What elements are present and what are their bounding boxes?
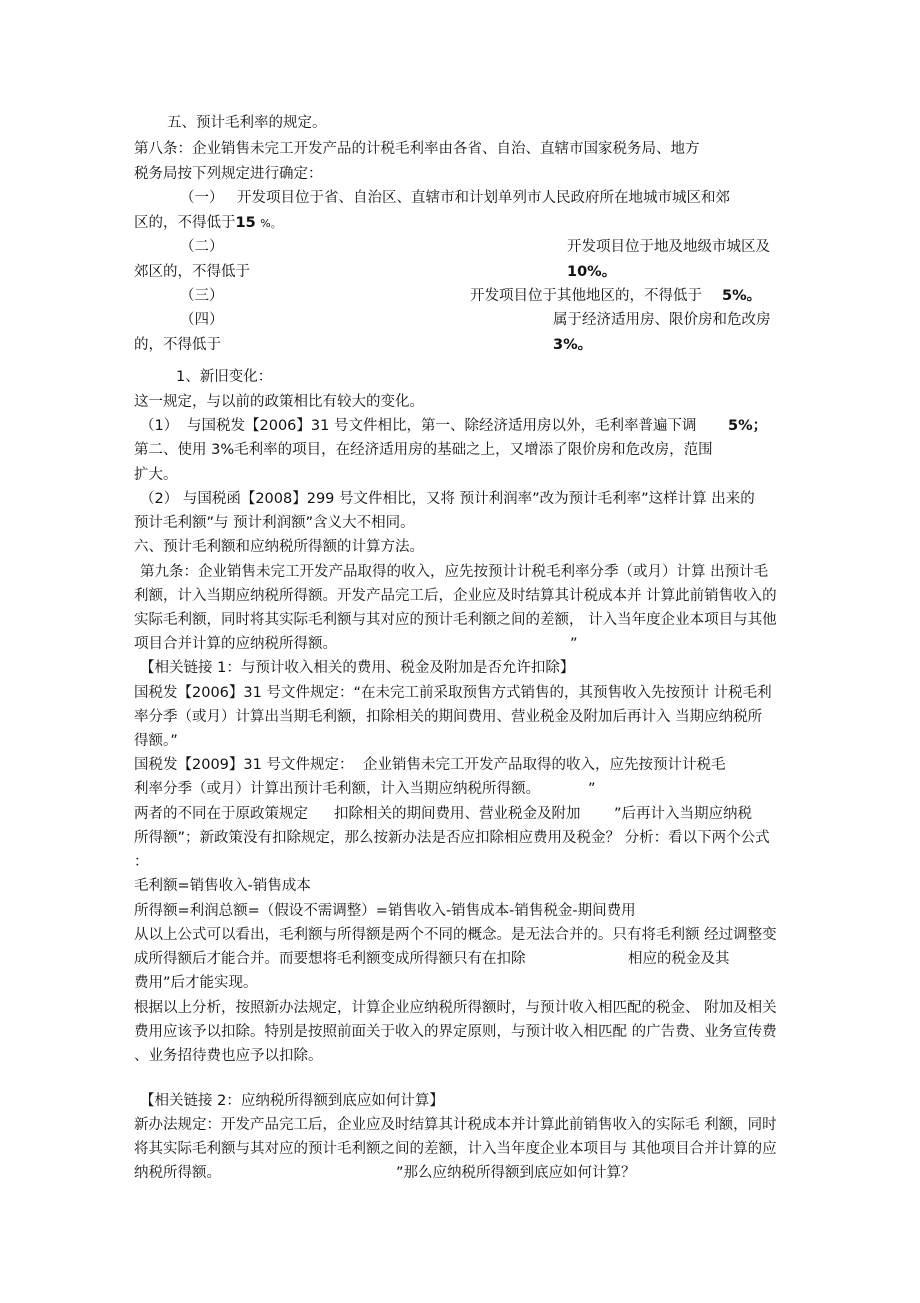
doc-2009-quote: ” <box>588 781 596 797</box>
item-4-continuation: 的，不得低于 <box>134 337 221 353</box>
doc-2009-prefix: 国税发【2009】31 号文件规定： <box>134 757 354 773</box>
item-2-text: 开发项目位于地及地级市城区及 <box>567 239 770 255</box>
article-8-line-2: 税务局按下列规定进行确定： <box>134 166 323 182</box>
reasoning-1-line-2b: 相应的税金及其 <box>628 951 730 967</box>
change-1-line-2: 第二、使用 3%毛利率的项目，在经济适用房的基础之上，又增添了限价房和危改房，范围 <box>134 442 713 458</box>
difference-line-2: 所得额”；新政策没有扣除规定，那么按新办法是否应扣除相应费用及税金？ 分析：看以下两个公式 <box>134 830 770 846</box>
change-1-line-3: 扩大。 <box>134 467 178 483</box>
section-heading-6: 六、预计毛利额和应纳税所得额的计算方法。 <box>134 539 424 555</box>
doc-2006-line-3: 得额。” <box>134 733 178 749</box>
change-1-value: 5%； <box>728 418 768 434</box>
new-method-line-1: 新办法规定：开发产品完工后，企业应及时结算其计税成本并计算此前销售收入的实际毛 利额，同时 <box>134 1117 777 1133</box>
item-1-value: 15 <box>235 215 256 231</box>
related-link-1: 【相关链接 1：与预计收入相关的费用、税金及附加是否允许扣除】 <box>140 660 575 676</box>
change-2-line-2: 预计毛利额”与 预计利润额”含义大不相同。 <box>134 515 415 531</box>
reasoning-2-line-2: 费用应该予以扣除。特别是按照前面关于收入的界定原则，与预计收入相匹配 的广告费、业务宣传费 <box>134 1024 777 1040</box>
item-4-value: 3%。 <box>553 337 593 353</box>
item-4-number: （四） <box>180 312 224 328</box>
reasoning-1-line-2a: 成所得额后才能合并。而要想将毛利额变成所得额只有在扣除 <box>134 951 526 967</box>
item-2-number: （二） <box>180 239 224 255</box>
reasoning-1-line-1: 从以上公式可以看出，毛利额与所得额是两个不同的概念。是无法合并的。只有将毛利额 经过调整变 <box>134 927 777 943</box>
item-1-text: 开发项目位于省、自治区、直辖市和计划单列市人民政府所在地城市城区和郊 <box>237 190 730 206</box>
item-2-value: 10%。 <box>567 264 617 280</box>
related-link-2: 【相关链接 2：应纳税所得额到底应如何计算】 <box>140 1093 444 1109</box>
item-3-number: （三） <box>180 288 224 304</box>
item-3-value: 5%。 <box>722 288 762 304</box>
change-1-text: 与国税发【2006】31 号文件相比，第一、除经济适用房以外，毛利率普遍下调 <box>187 418 697 434</box>
article-9-line-4: 项目合并计算的应纳税所得额。 <box>134 636 337 652</box>
new-method-line-2: 将其实际毛利额与其对应的预计毛利额之间的差额，计入当年度企业本项目与 其他项目合并计算的应 <box>134 1141 777 1157</box>
reasoning-2-line-3: 、业务招待费也应予以扣除。 <box>134 1048 323 1064</box>
formula-taxable-income: 所得额=利润总额=（假设不需调整）=销售收入-销售成本-销售税金-期间费用 <box>134 903 636 919</box>
item-1-continuation: 区的，不得低于15 %。 <box>134 215 282 231</box>
doc-2009-line-1: 企业销售未完工开发产品取得的收入，应先按预计计税毛 <box>363 757 726 773</box>
article-8-line-1: 第八条：企业销售未完工开发产品的计税毛利率由各省、自治、直辖市国家税务局、地方 <box>134 141 700 157</box>
new-method-line-3a: 纳税所得额。 <box>134 1165 221 1181</box>
reasoning-2-line-1: 根据以上分析，按照新办法规定，计算企业应纳税所得额时，与预计收入相匹配的税金、 附加及相关 <box>134 1000 777 1016</box>
article-9-line-3: 实际毛利额，同时将其实际毛利额与其对应的预计毛利额之间的差额， 计入当年度企业本项目与其他 <box>134 612 777 628</box>
changes-intro: 这一规定，与以前的政策相比有较大的变化。 <box>134 394 424 410</box>
article-9-line-2: 利额，计入当期应纳税所得额。开发产品完工后，企业应及时结算其计税成本并 计算此前销售收入的 <box>134 588 777 604</box>
item-2-continuation: 郊区的，不得低于 <box>134 264 250 280</box>
item-1-number: （一） <box>180 190 224 206</box>
change-2-line-1: （2） 与国税函【2008】299 号文件相比，又将 预计利润率”改为预计毛利率”这样计算 出来的 <box>140 491 755 507</box>
change-1-label: （1） <box>140 418 179 434</box>
reasoning-1-line-3: 费用”后才能实现。 <box>134 975 258 991</box>
new-method-line-3b: ”那么应纳税所得额到底应如何计算？ <box>396 1165 636 1181</box>
formula-gross-profit: 毛利额=销售收入-销售成本 <box>134 878 311 894</box>
subheading-changes: 1、新旧变化： <box>176 369 273 385</box>
doc-2009-line-2: 利率分季（或月）计算出预计毛利额，计入当期应纳税所得额。 <box>134 781 540 797</box>
article-9-line-1: 第九条：企业销售未完工开发产品取得的收入，应先按预计计税毛利率分季（或月）计算 出预计毛 <box>140 564 769 580</box>
difference-part-1: 两者的不同在于原政策规定 <box>134 806 308 822</box>
difference-line-3: ： <box>134 854 149 870</box>
doc-2006-line-1: 国税发【2006】31 号文件规定：“在未完工前采取预售方式销售的，其预售收入先按预计 计税毛利 <box>134 685 772 701</box>
item-3-text: 开发项目位于其他地区的，不得低于 <box>470 288 702 304</box>
difference-part-2: 扣除相关的期间费用、营业税金及附加 <box>334 806 581 822</box>
doc-2006-line-2: 率分季（或月）计算出当期毛利额，扣除相关的期间费用、营业税金及附加后再计入 当期应纳税所 <box>134 709 763 725</box>
section-heading-5: 五、预计毛利率的规定。 <box>167 115 327 131</box>
difference-part-3: ”后再计入当期应纳税 <box>614 806 753 822</box>
item-4-text: 属于经济适用房、限价房和危改房 <box>553 312 771 328</box>
article-9-quote: ” <box>570 636 578 652</box>
